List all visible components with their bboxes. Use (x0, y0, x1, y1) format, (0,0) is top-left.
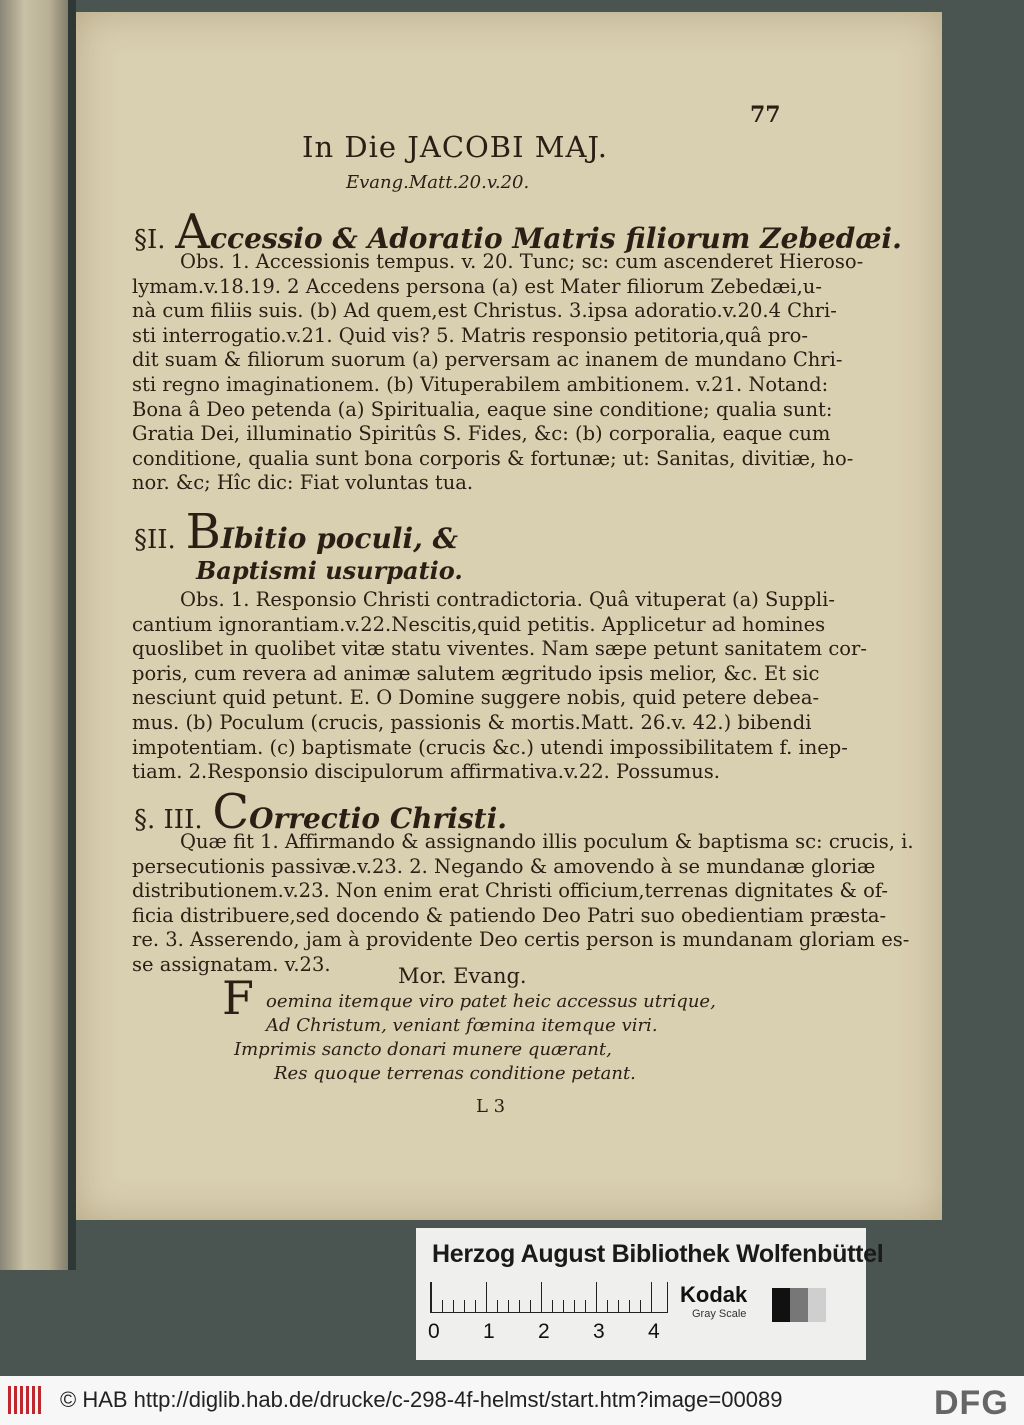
text-line: sti regno imaginationem. (b) Vituperabilem ambitionem. v.21. Notand: (132, 372, 829, 396)
poem-line: Ad Christum, veniant fœmina itemque viri. (266, 1015, 658, 1036)
ruler-number: 0 (428, 1320, 440, 1343)
ruler-tick (607, 1300, 608, 1312)
ruler-tick (640, 1300, 641, 1312)
section-2-heading (134, 504, 458, 560)
section-2-body (132, 588, 867, 785)
text-line: ficia distribuere,sed docendo & patiendo Deo Patri suo obedientiam præsta- (132, 903, 887, 927)
section-3-body (132, 830, 914, 978)
ruler-tick (596, 1282, 597, 1312)
ruler-tick (486, 1282, 487, 1312)
section-title: Ibitio poculi, & (220, 522, 458, 555)
reference-card (416, 1228, 884, 1360)
ruler-number: 4 (648, 1320, 660, 1343)
ruler-tick (541, 1282, 542, 1312)
page-number: 77 (750, 102, 781, 128)
text-line: quoslibet in quolibet vitæ statu viventes. Nam sæpe petunt sanitatem cor- (132, 637, 867, 661)
ruler-scale (430, 1282, 668, 1313)
ruler-tick (475, 1300, 476, 1312)
drop-initial: B (185, 504, 221, 560)
section-2-subheading: Baptismi usurpatio. (196, 556, 463, 585)
drop-initial: C (212, 784, 250, 840)
text-line: nà cum filiis suis. (b) Ad quem,est Christus. 3.ipsa adoratio.v.20.4 Chri- (132, 299, 837, 323)
section-1-body (132, 250, 864, 496)
poem-line: Res quoque terrenas conditione petant. (274, 1063, 636, 1084)
ruler-tick (497, 1300, 498, 1312)
text-line: nesciunt quid petunt. E. O Domine suggere nobis, quid petere debea- (132, 686, 820, 710)
ruler-number: 3 (593, 1320, 605, 1343)
page-text (76, 12, 942, 1220)
text-line: sti interrogatio.v.21. Quid vis? 5. Matris responsio petitoria,quâ pro- (132, 323, 808, 347)
text-line: Bona â Deo petenda (a) Spiritualia, eaque sine conditione; qualia sunt: (132, 397, 833, 421)
poem-line: oemina itemque viro patet heic accessus utrique, (266, 991, 716, 1012)
ruler-tick (519, 1300, 520, 1312)
ruler-tick (508, 1300, 509, 1312)
section-title: ccessio & Adoratio Matris filiorum Zebedæi. (209, 222, 902, 255)
ruler-tick (563, 1300, 564, 1312)
footer-bar (0, 1376, 1024, 1425)
text-line: re. 3. Asserendo, jam à providente Deo certis person is mundanam gloriam es- (132, 928, 910, 952)
text-line: distributionem.v.23. Non enim erat Christi officium,terrenas dignitates & of- (132, 879, 888, 903)
gray-swatch (808, 1288, 826, 1322)
text-line: conditione, qualia sunt bona corporis & fortunæ; ut: Sanitas, divitiæ, ho- (132, 446, 854, 470)
barcode-icon (8, 1386, 44, 1414)
ruler-tick (530, 1300, 531, 1312)
ruler-tick (651, 1282, 652, 1312)
ruler-number: 1 (483, 1320, 495, 1343)
section-title: Orrectio Christi. (249, 802, 507, 835)
text-line: poris, cum revera ad animæ salutem ægritudo ipsis melior, &c. Et sic (132, 661, 820, 685)
ruler-tick (431, 1282, 432, 1312)
dfg-logo: DFG (934, 1384, 1009, 1422)
text-line: nor. &c; Hîc dic: Fiat voluntas tua. (132, 471, 474, 495)
section-1-heading (134, 204, 902, 260)
text-line: Gratia Dei, illuminatio Spiritûs S. Fides, &c: (b) corporalia, eaque cum (132, 422, 831, 446)
adjacent-page-edge (0, 0, 70, 1270)
gray-swatch (772, 1288, 790, 1322)
grayscale-label: Gray Scale (692, 1308, 747, 1320)
text-line: Obs. 1. Responsio Christi contradictoria. Quâ vituperat (a) Suppli- (180, 588, 835, 611)
text-line: lymam.v.18.19. 2 Accedens persona (a) est Mater filiorum Zebedæi,u- (132, 274, 822, 298)
ruler-tick (442, 1300, 443, 1312)
poem-line: Imprimis sancto donari munere quærant, (234, 1039, 612, 1060)
footer-url[interactable]: © HAB http://diglib.hab.de/drucke/c-298-4f-helmst/start.htm?image=00089 (60, 1387, 783, 1412)
poem-initial: F (222, 971, 254, 1025)
ruler-tick (552, 1300, 553, 1312)
drop-initial: A (175, 204, 210, 260)
ruler-tick (453, 1300, 454, 1312)
page-title: In Die JACOBI MAJ. (302, 130, 609, 164)
text-line: dit suam & filiorum suorum (a) perversam ac inanem de mundano Chri- (132, 348, 843, 372)
section-mark: §I. (134, 225, 166, 255)
ruler-tick (574, 1300, 575, 1312)
card-title: Herzog August Bibliothek Wolfenbüttel (432, 1240, 884, 1268)
text-line: mus. (b) Poculum (crucis, passionis & mortis.Matt. 26.v. 42.) bibendi (132, 710, 812, 734)
text-line: se assignatam. v.23. (132, 952, 331, 976)
text-line: tiam. 2.Responsio discipulorum affirmativa.v.22. Possumus. (132, 760, 720, 784)
text-line: cantium ignorantiam.v.22.Nescitis,quid petitis. Applicetur ad homines (132, 612, 826, 636)
ruler-tick (464, 1300, 465, 1312)
kodak-logo: Kodak (680, 1282, 748, 1307)
section-mark: §. III. (134, 805, 203, 835)
ruler-tick (629, 1300, 630, 1312)
book-page (76, 12, 942, 1220)
text-line: impotentiam. (c) baptismate (crucis &c.) utendi impossibilitatem f. inep- (132, 735, 848, 759)
ruler-tick (618, 1300, 619, 1312)
gutter-shadow (68, 0, 76, 1270)
ruler-tick (585, 1300, 586, 1312)
ruler-number: 2 (538, 1320, 550, 1343)
text-line: Quæ fit 1. Affirmando & assignando illis poculum & baptisma sc: crucis, i. (180, 830, 914, 853)
section-3-heading (134, 784, 507, 840)
signature-mark: L 3 (476, 1096, 506, 1117)
moral-heading: Mor. Evang. (398, 964, 527, 988)
gray-swatch (790, 1288, 808, 1322)
section-mark: §II. (134, 525, 176, 555)
text-line: persecutionis passivæ.v.23. 2. Negando & amovendo à se mundanæ gloriæ (132, 854, 876, 878)
page-subtitle: Evang.Matt.20.v.20. (346, 172, 530, 193)
text-line: Obs. 1. Accessionis tempus. v. 20. Tunc; sc: cum ascenderet Hieroso- (180, 250, 864, 273)
